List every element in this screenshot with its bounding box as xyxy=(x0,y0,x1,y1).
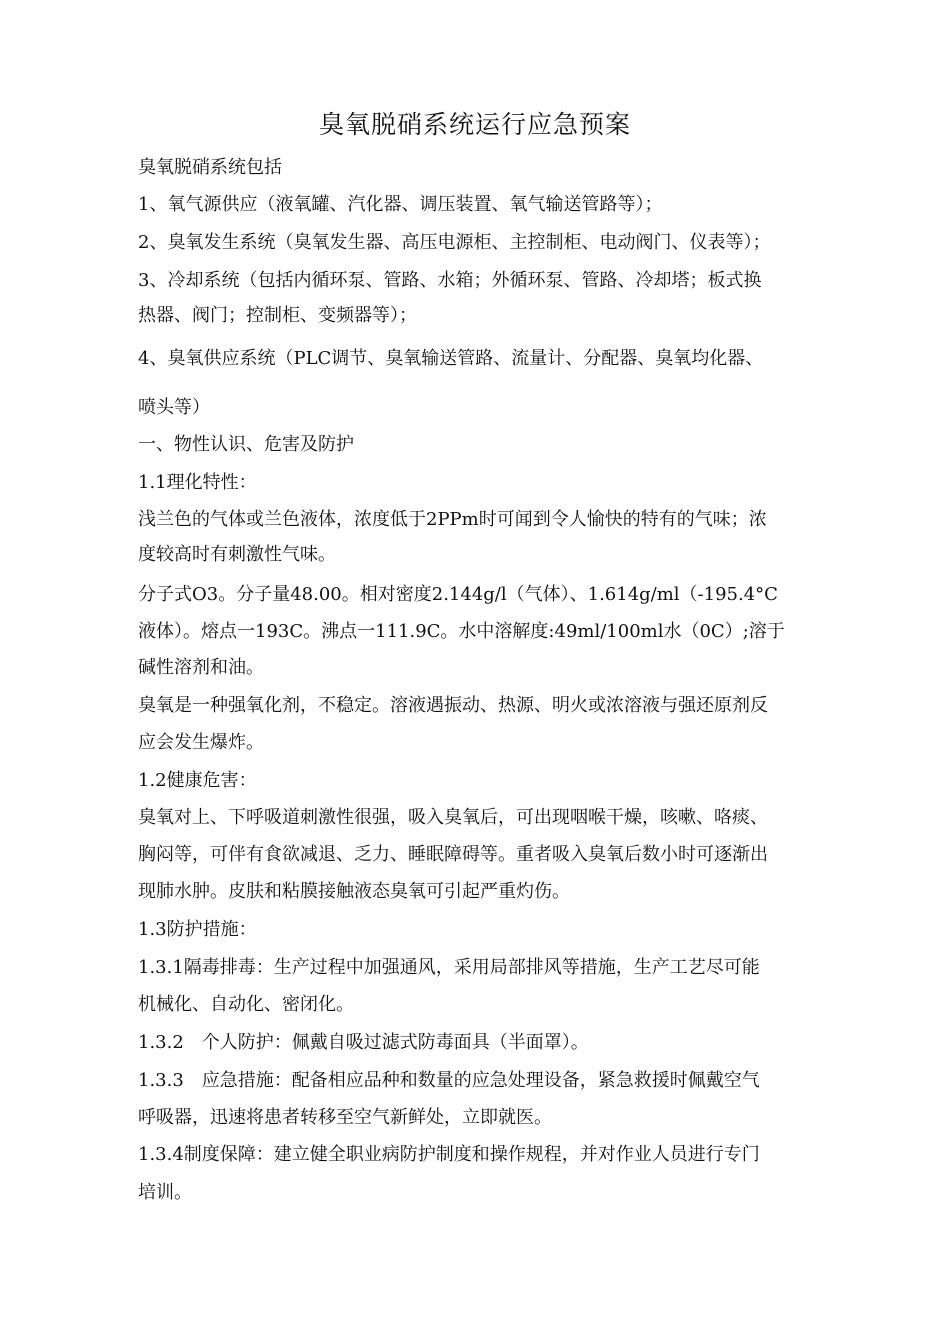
subsection-heading: 1.2健康危害： xyxy=(138,770,257,791)
text-line: 呼吸器，迅速将患者转移至空气新鲜处，立即就医。 xyxy=(138,1107,552,1128)
text-line: 1.3.4制度保障：建立健全职业病防护制度和操作规程，并对作业人员进行专门 xyxy=(138,1144,760,1165)
text-line: 碱性溶剂和油。 xyxy=(138,657,264,678)
text-line: 3、冷却系统（包括内循环泵、管路、水箱；外循环泵、管路、冷却塔；板式换 xyxy=(138,270,762,291)
text-line: 机械化、自动化、密闭化。 xyxy=(138,994,354,1015)
text-line: 1.3.2 个人防护：佩戴自吸过滤式防毒面具（半面罩）。 xyxy=(138,1032,589,1053)
section-heading: 一、物性认识、危害及防护 xyxy=(138,434,354,455)
subsection-heading: 1.3防护措施： xyxy=(138,919,257,940)
text-line: 喷头等） xyxy=(138,397,210,418)
intro-heading: 臭氧脱硝系统包括 xyxy=(138,157,282,178)
document-title: 臭氧脱硝系统运行应急预案 xyxy=(318,110,631,139)
text-line: 臭氧是一种强氧化剂，不稳定。溶液遇振动、热源、明火或浓溶液与强还原剂反 xyxy=(138,695,768,716)
text-line: 液体）。熔点一193C。沸点一111.9C。水中溶解度:49ml/100ml水（0C）;溶于 xyxy=(138,621,785,642)
text-line: 浅兰色的气体或兰色液体，浓度低于2PPm时可闻到令人愉快的特有的气味；浓 xyxy=(138,509,767,530)
text-line: 应会发生爆炸。 xyxy=(138,732,264,753)
text-line: 1.3.3 应急措施：配备相应品种和数量的应急处理设备，紧急救援时佩戴空气 xyxy=(138,1070,760,1091)
text-line: 1、氧气源供应（液氧罐、汽化器、调压装置、氧气输送管路等）； xyxy=(138,194,663,215)
text-line: 4、臭氧供应系统（PLC调节、臭氧输送管路、流量计、分配器、臭氧均化器、 xyxy=(138,348,764,369)
text-line: 臭氧对上、下呼吸道刺激性很强，吸入臭氧后，可出现咽喉干燥，咳嗽、咯痰、 xyxy=(138,807,768,828)
text-line: 分子式O3。分子量48.00。相对密度2.144g/l（气体）、1.614g/ml（-195.4°C xyxy=(138,584,778,605)
text-line: 1.3.1隔毒排毒：生产过程中加强通风，采用局部排风等措施，生产工艺尽可能 xyxy=(138,957,760,978)
text-line: 度较高时有刺激性气味。 xyxy=(138,544,336,565)
text-line: 热器、阀门；控制柜、变频器等）； xyxy=(138,305,417,326)
text-line: 胸闷等，可伴有食欲减退、乏力、睡眠障碍等。重者吸入臭氧后数小时可逐渐出 xyxy=(138,844,768,865)
text-line: 培训。 xyxy=(138,1182,192,1203)
text-line: 现肺水肿。皮肤和粘膜接触液态臭氧可引起严重灼伤。 xyxy=(138,881,570,902)
text-line: 2、臭氧发生系统（臭氧发生器、高压电源柜、主控制柜、电动阀门、仪表等）； xyxy=(138,232,771,253)
subsection-heading: 1.1理化特性： xyxy=(138,472,257,493)
